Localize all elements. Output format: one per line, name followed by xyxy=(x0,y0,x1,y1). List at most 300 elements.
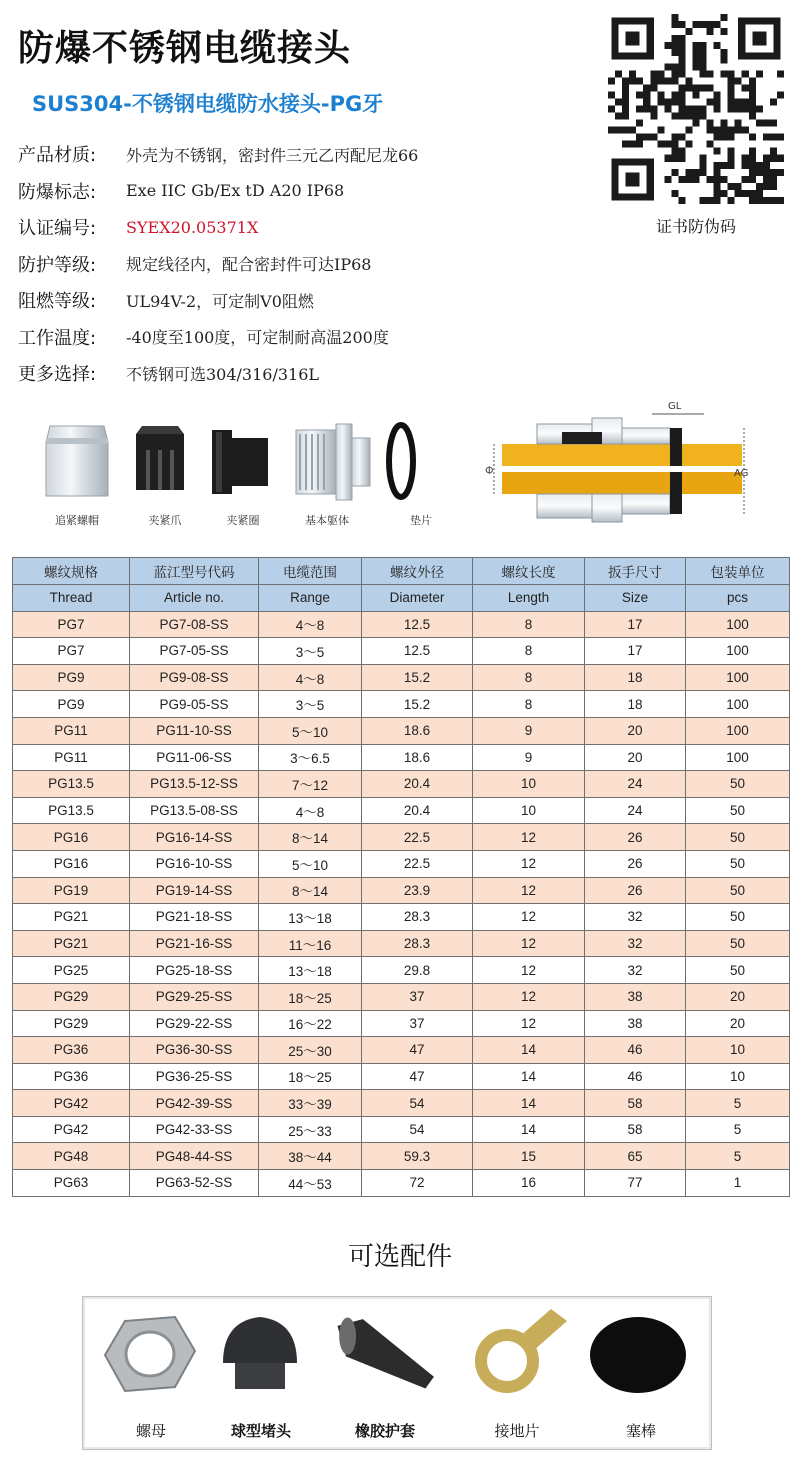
table-cell: PG19-14-SS xyxy=(130,877,259,904)
table-cell: 9 xyxy=(473,717,585,744)
part-gasket xyxy=(386,420,432,527)
qr-module xyxy=(714,190,721,197)
qr-module xyxy=(721,70,728,77)
qr-module xyxy=(692,56,699,63)
table-cell: 28.3 xyxy=(362,930,473,957)
qr-module xyxy=(770,120,777,127)
part-label: 基本躯体 xyxy=(305,514,349,527)
table-cell: 77 xyxy=(585,1170,686,1197)
table-cell: 32 xyxy=(585,904,686,931)
table-cell: 20.4 xyxy=(362,797,473,824)
qr-module xyxy=(777,91,784,98)
qr-module xyxy=(749,190,756,197)
qr-module xyxy=(692,120,699,127)
qr-module xyxy=(692,91,699,98)
table-cell: PG21 xyxy=(13,904,130,931)
qr-module xyxy=(728,70,735,77)
table-cell: 12 xyxy=(473,930,585,957)
table-cell: 12 xyxy=(473,824,585,851)
qr-module xyxy=(763,176,770,183)
table-cell: 50 xyxy=(686,771,790,798)
table-cell: PG29 xyxy=(13,1010,130,1037)
table-cell: 10 xyxy=(473,797,585,824)
qr-module xyxy=(763,197,770,204)
spec-value: Exe IIC Gb/Ex tD A20 IP68 xyxy=(126,181,345,201)
table-cell: 15.2 xyxy=(362,664,473,691)
table-cell: PG9-08-SS xyxy=(130,664,259,691)
table-cell: 8 xyxy=(473,691,585,718)
qr-module xyxy=(615,113,622,120)
table-cell: 50 xyxy=(686,824,790,851)
table-cell: 8～14 xyxy=(259,824,362,851)
cross-section-diagram xyxy=(482,392,762,527)
table-row xyxy=(13,691,790,718)
table-row xyxy=(13,611,790,638)
qr-module xyxy=(657,127,664,134)
col-header: 包装单位 xyxy=(686,558,790,585)
col-header: 螺纹规格 xyxy=(13,558,130,585)
qr-module xyxy=(615,98,622,105)
qr-module xyxy=(671,70,678,77)
spec-label: 防爆标志: xyxy=(18,181,97,203)
table-cell: 9 xyxy=(473,744,585,771)
qr-module xyxy=(692,84,699,91)
qr-module xyxy=(742,98,749,105)
qr-module xyxy=(714,21,721,28)
qr-module xyxy=(735,183,742,190)
table-cell: 10 xyxy=(473,771,585,798)
table-cell: 22.5 xyxy=(362,850,473,877)
rubber-sleeve-icon xyxy=(329,1303,439,1403)
qr-module xyxy=(777,169,784,176)
table-cell: 7～12 xyxy=(259,771,362,798)
qr-module xyxy=(749,91,756,98)
qr-module xyxy=(678,134,685,141)
table-cell: 20 xyxy=(686,1010,790,1037)
qr-module xyxy=(700,169,707,176)
table-row xyxy=(13,717,790,744)
qr-module xyxy=(756,190,763,197)
qr-module xyxy=(749,105,756,112)
qr-module xyxy=(671,134,678,141)
diagram-ag-label: AG xyxy=(734,468,749,479)
qr-module xyxy=(629,70,636,77)
qr-module xyxy=(777,70,784,77)
table-cell: 15 xyxy=(473,1143,585,1170)
qr-module xyxy=(678,70,685,77)
table-cell: 8～14 xyxy=(259,877,362,904)
part-label: 垫片 xyxy=(410,514,432,527)
qr-module xyxy=(664,105,671,112)
qr-module xyxy=(678,155,685,162)
spec-label: 产品材质: xyxy=(18,145,97,167)
clamp-ring-icon xyxy=(208,420,272,502)
table-cell: PG11-10-SS xyxy=(130,717,259,744)
qr-module xyxy=(728,91,735,98)
spec-label: 工作温度: xyxy=(18,327,97,349)
qr-module xyxy=(721,190,728,197)
qr-module xyxy=(770,169,777,176)
table-cell: 18.6 xyxy=(362,717,473,744)
table-cell: 11～16 xyxy=(259,930,362,957)
qr-module xyxy=(678,21,685,28)
qr-module xyxy=(700,84,707,91)
qr-module xyxy=(756,120,763,127)
table-cell: PG7-08-SS xyxy=(130,611,259,638)
table-row xyxy=(13,877,790,904)
qr-module xyxy=(664,98,671,105)
qr-module xyxy=(742,190,749,197)
qr-module xyxy=(664,176,671,183)
table-cell: 65 xyxy=(585,1143,686,1170)
table-cell: PG16 xyxy=(13,824,130,851)
table-row xyxy=(13,638,790,665)
qr-module xyxy=(678,197,685,204)
qr-module xyxy=(692,169,699,176)
accessories-title: 可选配件 xyxy=(347,1242,452,1272)
qr-module xyxy=(721,14,728,21)
table-cell: 37 xyxy=(362,983,473,1010)
qr-module xyxy=(742,162,749,169)
table-cell: 33～39 xyxy=(259,1090,362,1117)
qr-module xyxy=(735,127,742,134)
table-cell: 25～30 xyxy=(259,1037,362,1064)
spec-value: 不锈钢可选304/316/316L xyxy=(126,364,320,384)
qr-module xyxy=(650,105,657,112)
qr-module xyxy=(728,155,735,162)
table-cell: PG7 xyxy=(13,638,130,665)
qr-module xyxy=(615,70,622,77)
page-subtitle: SUS304-不锈钢电缆防水接头-PG牙 xyxy=(32,92,384,116)
qr-module xyxy=(749,113,756,120)
qr-module xyxy=(678,98,685,105)
qr-module xyxy=(749,155,756,162)
accessory-label-dome-plug: 球型堵头 xyxy=(230,1422,291,1440)
table-row xyxy=(13,904,790,931)
qr-module xyxy=(707,21,714,28)
table-cell: 15.2 xyxy=(362,691,473,718)
table-cell: 24 xyxy=(585,771,686,798)
qr-module xyxy=(742,84,749,91)
qr-module xyxy=(707,28,714,35)
parts-row xyxy=(40,420,440,530)
table-cell: PG16-10-SS xyxy=(130,850,259,877)
table-cell: 14 xyxy=(473,1063,585,1090)
table-row xyxy=(13,1063,790,1090)
qr-module xyxy=(707,70,714,77)
qr-module xyxy=(629,77,636,84)
diagram-gl-label: GL xyxy=(668,401,682,412)
table-cell: 10 xyxy=(686,1037,790,1064)
page-title: 防爆不锈钢电缆接头 xyxy=(18,27,352,69)
qr-module xyxy=(714,197,721,204)
table-row xyxy=(13,824,790,851)
table-cell: PG16 xyxy=(13,850,130,877)
dome-plug-icon xyxy=(205,1303,315,1403)
table-cell: PG19 xyxy=(13,877,130,904)
table-cell: 38～44 xyxy=(259,1143,362,1170)
qr-module xyxy=(728,98,735,105)
table-row xyxy=(13,1010,790,1037)
qr-module xyxy=(622,91,629,98)
table-cell: 37 xyxy=(362,1010,473,1037)
qr-module xyxy=(770,155,777,162)
qr-module xyxy=(692,63,699,70)
qr-module xyxy=(707,98,714,105)
table-cell: 22.5 xyxy=(362,824,473,851)
col-header: Range xyxy=(259,584,362,611)
qr-module xyxy=(650,134,657,141)
qr-module xyxy=(763,120,770,127)
qr-module xyxy=(700,113,707,120)
qr-module xyxy=(608,127,615,134)
spec-material xyxy=(18,136,418,173)
qr-module xyxy=(657,77,664,84)
table-cell: PG36 xyxy=(13,1037,130,1064)
table-cell: 28.3 xyxy=(362,904,473,931)
table-cell: 46 xyxy=(585,1037,686,1064)
qr-module xyxy=(770,148,777,155)
table-cell: 10 xyxy=(686,1063,790,1090)
qr-module xyxy=(678,148,685,155)
gasket-icon xyxy=(386,420,416,502)
hex-nut-icon xyxy=(95,1303,205,1403)
table-cell: 26 xyxy=(585,824,686,851)
qr-module xyxy=(700,105,707,112)
table-cell: 59.3 xyxy=(362,1143,473,1170)
qr-module xyxy=(685,127,692,134)
qr-module xyxy=(671,91,678,98)
qr-module xyxy=(728,105,735,112)
qr-module xyxy=(664,141,671,148)
table-cell: PG21 xyxy=(13,930,130,957)
qr-module xyxy=(685,28,692,35)
table-row xyxy=(13,1090,790,1117)
spec-list xyxy=(18,136,418,392)
table-cell: 16～22 xyxy=(259,1010,362,1037)
table-cell: 32 xyxy=(585,930,686,957)
table-cell: 17 xyxy=(585,638,686,665)
table-row xyxy=(13,850,790,877)
qr-module xyxy=(678,56,685,63)
spec-cert-number xyxy=(18,209,418,246)
qr-module xyxy=(671,42,678,49)
table-cell: 54 xyxy=(362,1090,473,1117)
qr-module xyxy=(643,98,650,105)
qr-module xyxy=(650,77,657,84)
spec-label: 认证编号: xyxy=(18,218,97,240)
qr-module xyxy=(749,84,756,91)
table-cell: 50 xyxy=(686,904,790,931)
qr-module xyxy=(657,98,664,105)
table-cell: 44～53 xyxy=(259,1170,362,1197)
qr-module xyxy=(608,105,615,112)
table-cell: 58 xyxy=(585,1090,686,1117)
qr-module xyxy=(671,14,678,21)
qr-module xyxy=(636,141,643,148)
qr-module xyxy=(608,91,615,98)
table-cell: 5～10 xyxy=(259,717,362,744)
qr-module xyxy=(636,77,643,84)
table-cell: 17 xyxy=(585,611,686,638)
qr-module xyxy=(707,197,714,204)
part-compression-nut xyxy=(42,420,112,527)
table-cell: 5～10 xyxy=(259,850,362,877)
qr-module xyxy=(707,176,714,183)
qr-module xyxy=(685,84,692,91)
qr-module xyxy=(629,127,636,134)
part-clamp-claw xyxy=(130,420,190,527)
col-header: 电缆范围 xyxy=(259,558,362,585)
qr-module xyxy=(657,91,664,98)
qr-module xyxy=(763,134,770,141)
qr-module xyxy=(685,113,692,120)
qr-module xyxy=(756,70,763,77)
qr-module xyxy=(636,120,643,127)
table-cell: PG13.5-08-SS xyxy=(130,797,259,824)
qr-module xyxy=(692,105,699,112)
qr-code-icon xyxy=(608,14,784,204)
qr-module xyxy=(728,148,735,155)
qr-module xyxy=(770,197,777,204)
col-header: 螺纹外径 xyxy=(362,558,473,585)
table-cell: PG7-05-SS xyxy=(130,638,259,665)
qr-module xyxy=(671,49,678,56)
table-cell: 16 xyxy=(473,1170,585,1197)
table-cell: 12.5 xyxy=(362,638,473,665)
table-cell: 25～33 xyxy=(259,1116,362,1143)
qr-module xyxy=(622,84,629,91)
table-cell: 4～8 xyxy=(259,797,362,824)
qr-module xyxy=(671,113,678,120)
spec-value: 外壳为不锈钢，密封件三元乙丙配尼龙66 xyxy=(126,145,419,165)
spec-protection xyxy=(18,246,418,283)
qr-module xyxy=(707,84,714,91)
qr-module xyxy=(721,176,728,183)
qr-module xyxy=(671,190,678,197)
table-cell: 12 xyxy=(473,904,585,931)
qr-module xyxy=(770,134,777,141)
table-cell: 54 xyxy=(362,1116,473,1143)
qr-module xyxy=(728,162,735,169)
table-cell: 46 xyxy=(585,1063,686,1090)
qr-module xyxy=(678,42,685,49)
table-cell: PG13.5 xyxy=(13,797,130,824)
table-cell: 18～25 xyxy=(259,1063,362,1090)
table-cell: PG11-06-SS xyxy=(130,744,259,771)
qr-module xyxy=(643,134,650,141)
part-clamp-ring xyxy=(208,420,272,527)
ground-tag-icon xyxy=(469,1303,579,1403)
qr-module xyxy=(615,127,622,134)
table-cell: 50 xyxy=(686,797,790,824)
part-label: 夹紧圈 xyxy=(226,514,260,527)
qr-module xyxy=(714,183,721,190)
accessory-label-sealing-plug: 塞棒 xyxy=(625,1422,656,1440)
qr-module xyxy=(728,134,735,141)
qr-module xyxy=(714,91,721,98)
table-row xyxy=(13,930,790,957)
qr-module xyxy=(749,77,756,84)
qr-module xyxy=(777,155,784,162)
table-body xyxy=(13,611,790,1196)
qr-module xyxy=(707,127,714,134)
sealing-plug-icon xyxy=(583,1303,693,1403)
table-cell: PG42 xyxy=(13,1116,130,1143)
compression-nut-icon xyxy=(42,420,112,502)
table-cell: 47 xyxy=(362,1037,473,1064)
qr-module xyxy=(714,162,721,169)
table-cell: 72 xyxy=(362,1170,473,1197)
table-cell: 5 xyxy=(686,1143,790,1170)
qr-module xyxy=(671,63,678,70)
qr-module xyxy=(671,77,678,84)
qr-module xyxy=(678,176,685,183)
table-cell: 12 xyxy=(473,1010,585,1037)
qr-module xyxy=(608,77,615,84)
qr-module xyxy=(770,176,777,183)
qr-module xyxy=(700,162,707,169)
table-cell: 50 xyxy=(686,930,790,957)
qr-module xyxy=(728,183,735,190)
table-cell: PG9 xyxy=(13,664,130,691)
qr-module xyxy=(735,77,742,84)
qr-module xyxy=(700,21,707,28)
qr-module xyxy=(678,84,685,91)
col-header: pcs xyxy=(686,584,790,611)
qr-module xyxy=(721,49,728,56)
table-cell: 18～25 xyxy=(259,983,362,1010)
table-header-en xyxy=(13,584,790,611)
qr-caption: 证书防伪码 xyxy=(655,217,736,236)
accessory-label-nut: 螺母 xyxy=(135,1422,166,1440)
table-cell: 23.9 xyxy=(362,877,473,904)
qr-module xyxy=(678,91,685,98)
table-cell: 12 xyxy=(473,850,585,877)
qr-module xyxy=(721,56,728,63)
qr-module xyxy=(707,141,714,148)
qr-module xyxy=(678,63,685,70)
table-cell: 12 xyxy=(473,983,585,1010)
qr-module xyxy=(777,197,784,204)
table-cell: PG21-16-SS xyxy=(130,930,259,957)
qr-module xyxy=(657,141,664,148)
table-cell: PG11 xyxy=(13,744,130,771)
table-cell: PG7 xyxy=(13,611,130,638)
table-cell: 20.4 xyxy=(362,771,473,798)
table-cell: 58 xyxy=(585,1116,686,1143)
spec-label: 防护等级: xyxy=(18,254,97,276)
table-row xyxy=(13,1170,790,1197)
qr-module xyxy=(622,113,629,120)
qr-module xyxy=(636,91,643,98)
qr-module xyxy=(714,127,721,134)
table-cell: 4～8 xyxy=(259,611,362,638)
table-cell: 18.6 xyxy=(362,744,473,771)
table-cell: 5 xyxy=(686,1090,790,1117)
diagram-phi-label: Φ xyxy=(485,464,494,477)
qr-module xyxy=(685,105,692,112)
qr-module xyxy=(671,98,678,105)
qr-module xyxy=(721,127,728,134)
table-cell: 14 xyxy=(473,1037,585,1064)
table-cell: 47 xyxy=(362,1063,473,1090)
qr-module xyxy=(770,183,777,190)
spec-value: 规定线径内，配合密封件可达IP68 xyxy=(126,255,372,275)
qr-module xyxy=(685,169,692,176)
table-cell: 8 xyxy=(473,664,585,691)
qr-module xyxy=(692,21,699,28)
